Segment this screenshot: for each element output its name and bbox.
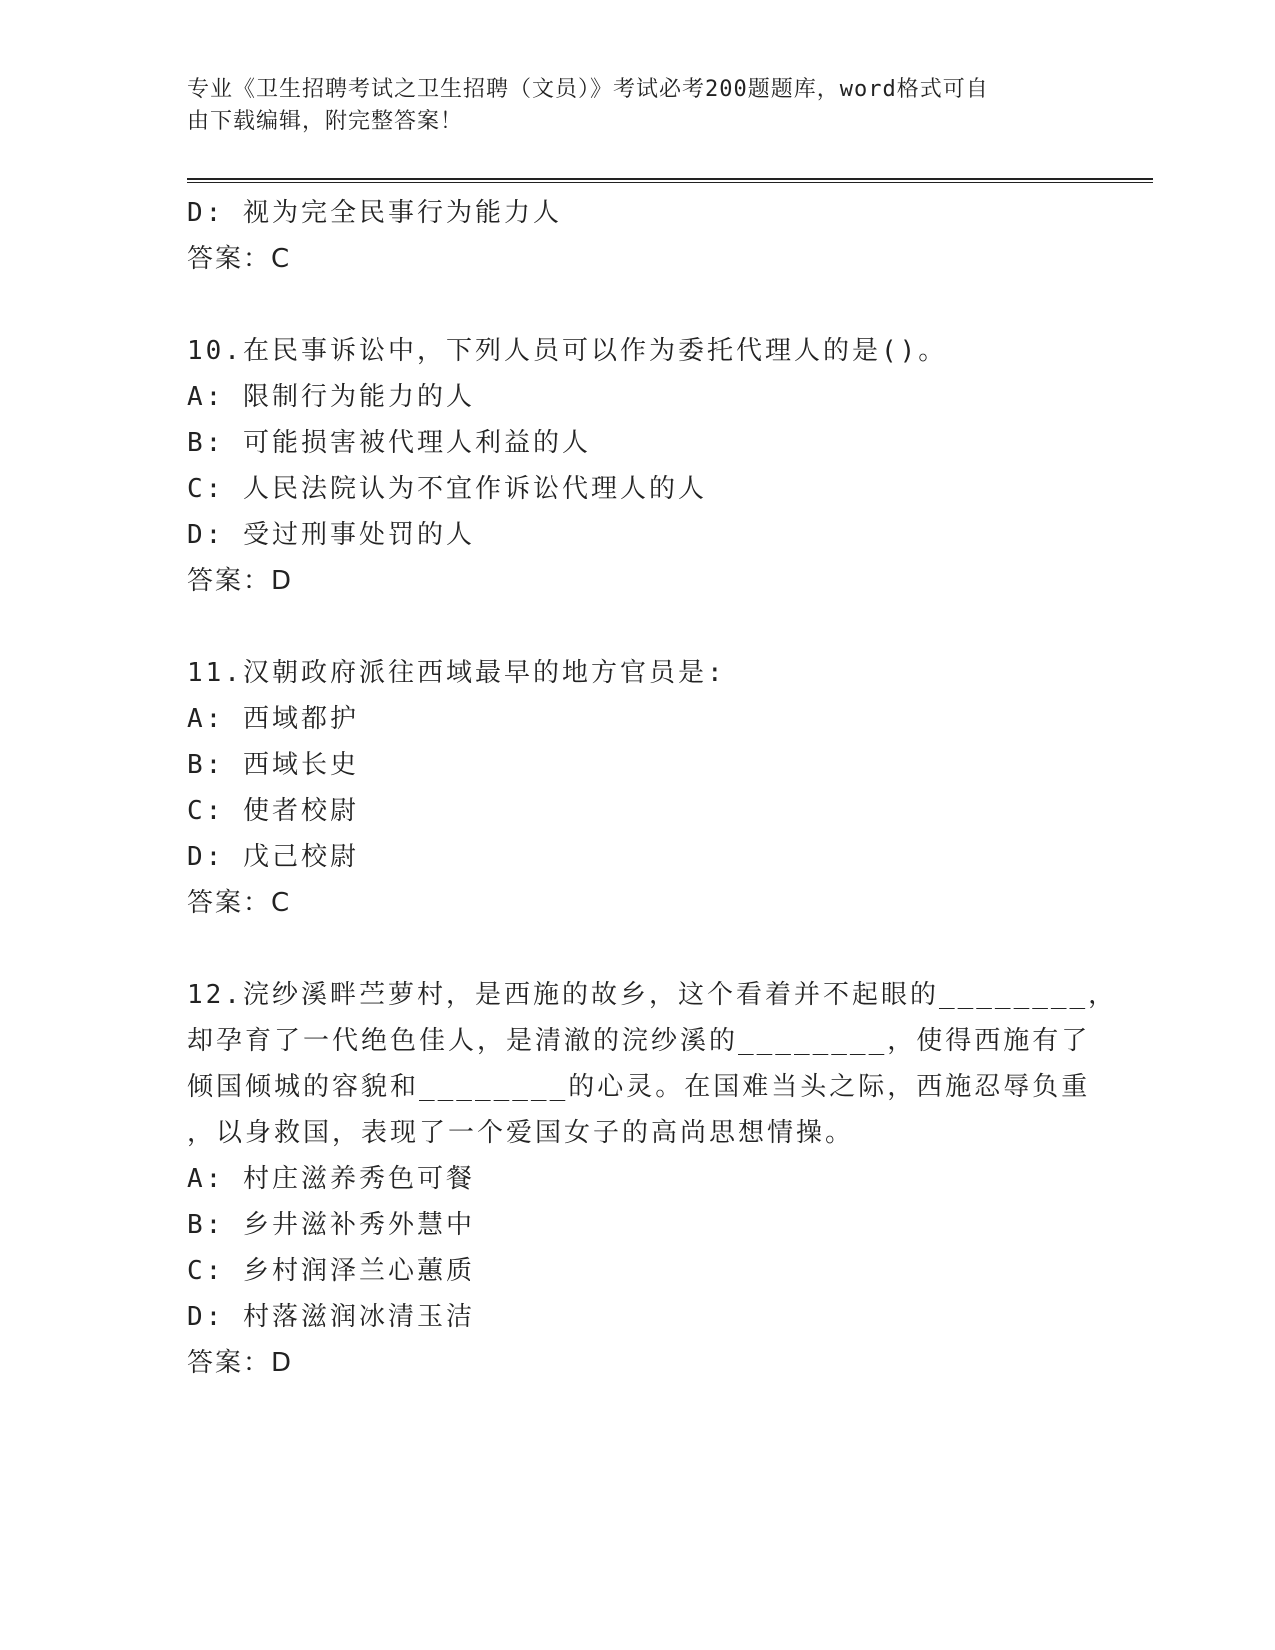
option-d: D: 戊己校尉 <box>187 842 359 872</box>
question-answer: 答案：D <box>187 1348 294 1378</box>
question-list <box>187 190 1118 1386</box>
option-d: D: 受过刑事处罚的人 <box>187 520 475 550</box>
question-stem-line-2: 却孕育了一代绝色佳人，是清澈的浣纱溪的________，使得西施有了 <box>187 1026 1091 1056</box>
option-a: A: 限制行为能力的人 <box>187 382 475 412</box>
option-c: C: 人民法院认为不宜作诉讼代理人的人 <box>187 474 707 504</box>
question-11 <box>187 650 1087 926</box>
spacer <box>187 604 1087 650</box>
option-d: D: 村落滋润冰清玉洁 <box>187 1302 475 1332</box>
header-rule-thick <box>187 178 1153 180</box>
spacer <box>187 926 1087 972</box>
option-b: B: 乡井滋补秀外慧中 <box>187 1210 475 1240</box>
option-a: A: 村庄滋养秀色可餐 <box>187 1164 475 1194</box>
question-stem: 11.汉朝政府派往西域最早的地方官员是: <box>187 658 726 688</box>
document-header <box>187 74 1067 138</box>
option-c: C: 使者校尉 <box>187 796 359 826</box>
option-a: A: 西域都护 <box>187 704 359 734</box>
question-12 <box>187 972 1118 1386</box>
question-answer: 答案：C <box>187 888 292 918</box>
question-10 <box>187 328 1087 604</box>
header-line-1: 专业《卫生招聘考试之卫生招聘（文员）》考试必考200题题库，word格式可自 <box>187 77 989 102</box>
question-stem-line-3: 倾国倾城的容貌和________的心灵。在国难当头之际，西施忍辱负重 <box>187 1072 1091 1102</box>
prev-question-option-d: D: 视为完全民事行为能力人 <box>187 198 562 228</box>
option-b: B: 可能损害被代理人利益的人 <box>187 428 591 458</box>
option-b: B: 西域长史 <box>187 750 359 780</box>
option-c: C: 乡村润泽兰心蕙质 <box>187 1256 475 1286</box>
question-stem: 10.在民事诉讼中，下列人员可以作为委托代理人的是()。 <box>187 336 948 366</box>
question-answer: 答案：D <box>187 566 294 596</box>
header-rule-thin <box>187 182 1153 183</box>
prev-question-answer: 答案：C <box>187 244 292 274</box>
header-line-2: 由下载编辑，附完整答案！ <box>187 109 464 134</box>
question-stem-line-4: ，以身救国，表现了一个爱国女子的高尚思想情操。 <box>187 1118 855 1148</box>
spacer <box>187 282 1087 328</box>
question-stem-line-1: 12.浣纱溪畔苎萝村，是西施的故乡，这个看着并不起眼的________， <box>187 980 1118 1010</box>
